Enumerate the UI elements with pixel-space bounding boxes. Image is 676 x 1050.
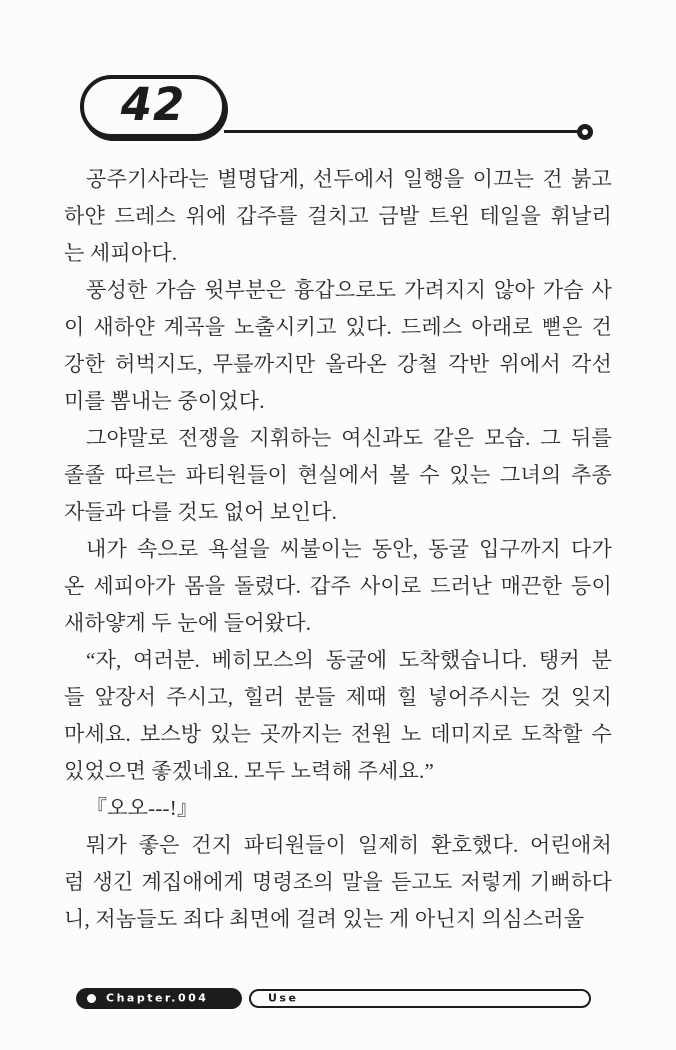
bullet-icon (87, 994, 96, 1003)
page-number-badge (80, 75, 226, 138)
use-label: Use (268, 991, 299, 1005)
text-body (64, 161, 612, 938)
text-line: 럼 생긴 계집애에게 명령조의 말을 듣고도 저렇게 기뻐하다 (64, 870, 612, 894)
text-line: 온 세피아가 몸을 돌렸다. 갑주 사이로 드러난 매끈한 등이 (64, 574, 612, 598)
text-line: 하얀 드레스 위에 갑주를 걸치고 금발 트윈 테일을 휘날리 (64, 204, 612, 228)
page-footer (0, 986, 676, 1010)
use-badge (249, 989, 591, 1008)
text-line: “자, 여러분. 베히모스의 동굴에 도착했습니다. 탱커 분 (86, 648, 612, 672)
text-line: 들 앞장서 주시고, 힐러 분들 제때 힐 넣어주시는 것 잊지 (64, 685, 612, 709)
text-line: 뭐가 좋은 건지 파티원들이 일제히 환호했다. 어린애처 (86, 833, 612, 857)
text-line: 풍성한 가슴 윗부분은 흉갑으로도 가려지지 않아 가슴 사 (86, 278, 612, 302)
text-line: 졸졸 따르는 파티원들이 현실에서 볼 수 있는 그녀의 추종 (64, 463, 612, 487)
text-line: 자들과 다를 것도 없어 보인다. (64, 500, 338, 524)
text-line: 미를 뽐내는 중이었다. (64, 389, 265, 413)
chapter-label: Chapter.004 (106, 991, 209, 1005)
header-rule (224, 130, 578, 133)
text-line: 그야말로 전쟁을 지휘하는 여신과도 같은 모습. 그 뒤를 (86, 426, 612, 450)
chapter-badge (76, 988, 242, 1009)
text-line: 내가 속으로 욕설을 씨불이는 동안, 동굴 입구까지 다가 (86, 537, 612, 561)
text-line: 이 새하얀 계곡을 노출시키고 있다. 드레스 아래로 뻗은 건 (64, 315, 612, 339)
text-line: 강한 허벅지도, 무릎까지만 올라온 강철 각반 위에서 각선 (64, 352, 612, 376)
text-line: 공주기사라는 별명답게, 선두에서 일행을 이끄는 건 붉고 (86, 167, 612, 191)
text-line: 있었으면 좋겠네요. 모두 노력해 주세요.” (64, 759, 434, 783)
text-line: 『오오---!』 (86, 796, 199, 820)
text-line: 마세요. 보스방 있는 곳까지는 전원 노 데미지로 도착할 수 (64, 722, 612, 746)
text-line: 새하얗게 두 눈에 들어왔다. (64, 611, 312, 635)
page-number: 42 (120, 78, 186, 131)
text-line: 는 세피아다. (64, 241, 178, 265)
text-line: 니, 저놈들도 죄다 최면에 걸려 있는 게 아닌지 의심스러울 (64, 907, 585, 931)
header-rule-end-ring-icon (577, 124, 593, 140)
